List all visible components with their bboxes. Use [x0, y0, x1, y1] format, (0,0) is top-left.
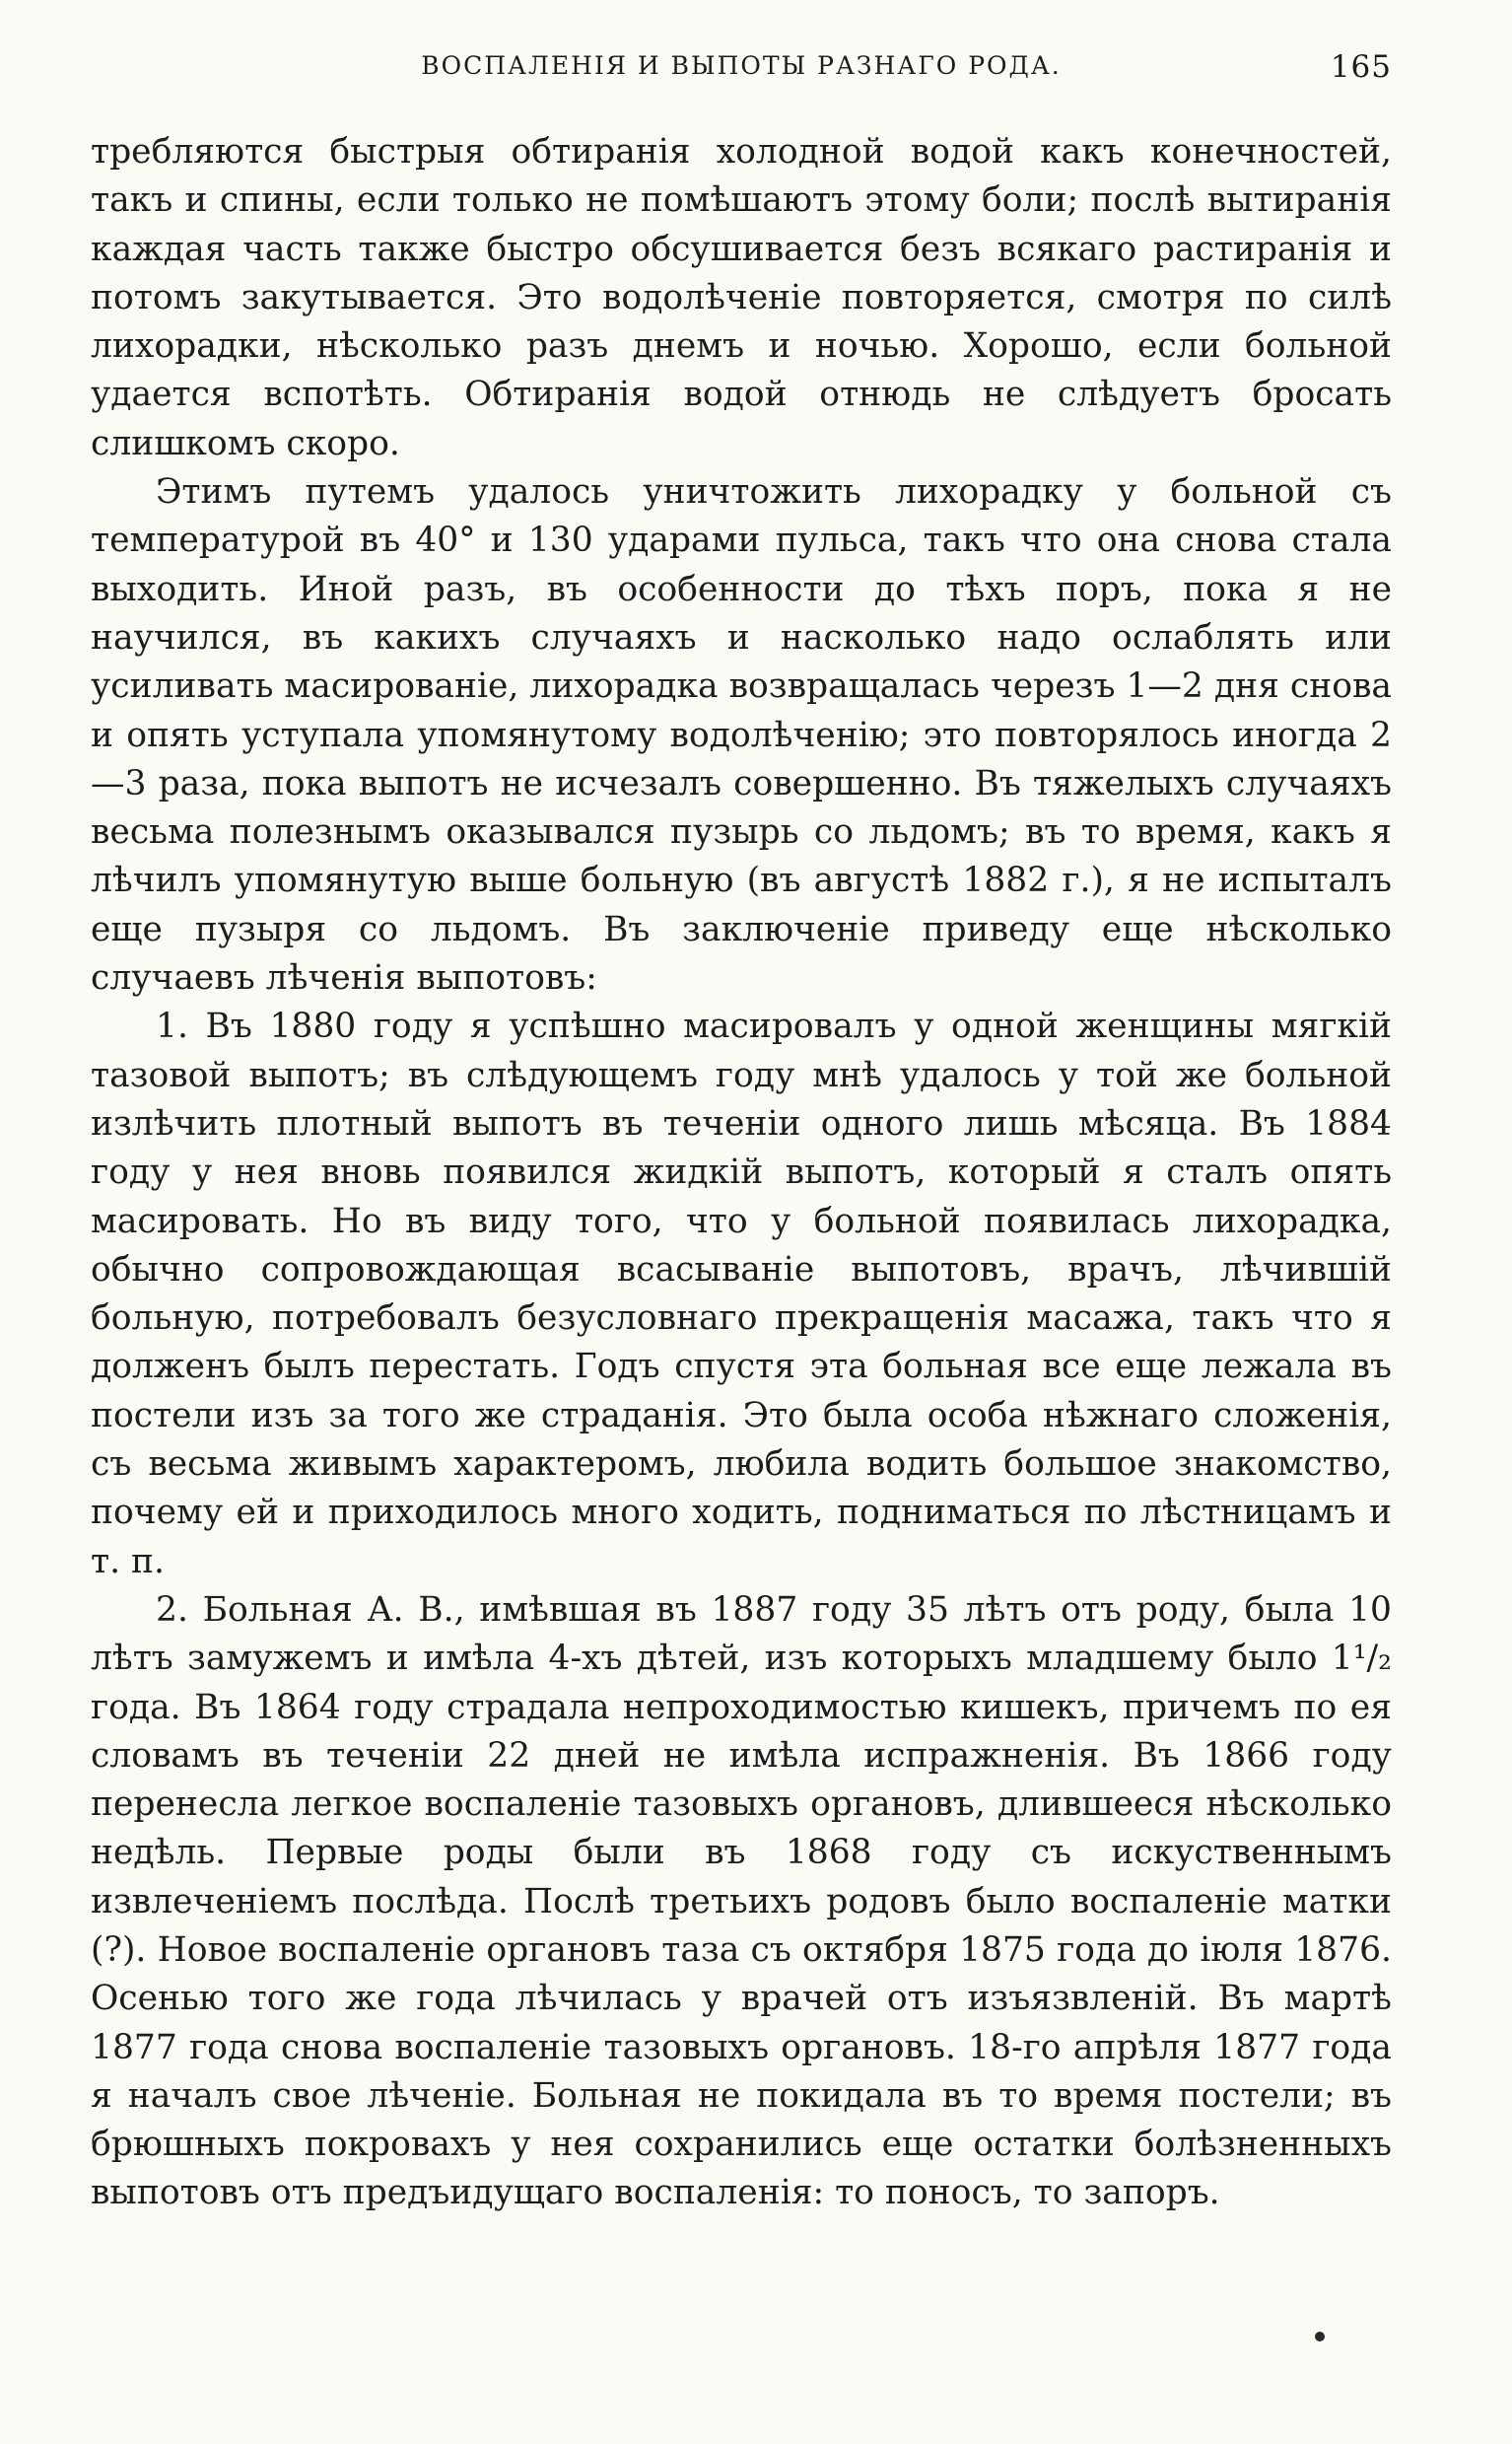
running-title: ВОСПАЛЕНІЯ И ВЫПОТЫ РАЗНАГО РОДА.: [421, 51, 1062, 80]
page-number: 165: [1330, 49, 1392, 85]
paragraph-case-1: 1. Въ 1880 году я успѣшно масировалъ у одной женщины мягкій тазовой выпотъ; въ слѣдующемъ году мнѣ удалось у той же больной излѣчить плотный выпотъ въ теченіи одного лишь мѣсяца. Въ 1884 году у нея вновь появился жидкій выпотъ, который я сталъ опять масировать. Но въ виду того, что у больной появилась лихорадка, обычно сопровождающая всасываніе выпотовъ, врачъ, лѣчившій больную, потребовалъ безусловнаго прекращенія масажа, такъ что я долженъ былъ перестать. Годъ спустя эта больная все еще лежала въ постели изъ за того же страданія. Это была особа нѣжнаго сложенія, съ весьма живымъ характеромъ, любила водить большое знакомство, почему ей и приходилось много ходить, подниматься по лѣстницамъ и т. п.: [91, 1007, 1392, 1581]
body-text: [91, 128, 1392, 2218]
paragraph-continuation: требляются быстрыя обтиранія холодной водой какъ конечностей, такъ и спины, если только не помѣшаютъ этому боли; послѣ вытиранія каждая часть также быстро обсушивается безъ всякаго растиранія и потомъ закутывается. Это водолѣченіе повторяется, смотря по силѣ лихорадки, нѣсколько разъ днемъ и ночью. Хорошо, если больной удается вспотѣть. Обтиранія водой отнюдь не слѣдуетъ бросать слишкомъ скоро.: [91, 132, 1392, 463]
running-head: [91, 45, 1392, 89]
paragraph-case-2: 2. Больная А. В., имѣвшая въ 1887 году 35 лѣтъ отъ роду, была 10 лѣтъ замужемъ и имѣла 4-хъ дѣтей, изъ которыхъ младшему было 1¹/₂ года. Въ 1864 году страдала непроходимостью кишекъ, причемъ по ея словамъ въ теченіи 22 дней не имѣла испражненія. Въ 1866 году перенесла легкое воспаленіе тазовыхъ органовъ, длившееся нѣсколько недѣль. Первые роды были въ 1868 году съ искуственнымъ извлеченіемъ послѣда. Послѣ третьихъ родовъ было воспаленіе матки (?). Новое воспаленіе органовъ таза съ октября 1875 года до іюля 1876. Осенью того же года лѣчилась у врачей отъ изъязвленій. Въ мартѣ 1877 года снова воспаленіе тазовыхъ органовъ. 18-го апрѣля 1877 года я началъ свое лѣченіе. Больная не покидала въ то время постели; въ брюшныхъ покровахъ у нея сохранились еще остатки болѣзненныхъ выпотовъ отъ предъидущаго воспаленія: то поносъ, то запоръ.: [91, 1589, 1392, 2213]
ink-speck: [1315, 2332, 1325, 2341]
book-page: [91, 45, 1392, 2218]
paragraph-method: Этимъ путемъ удалось уничтожить лихорадку у больной съ температурой въ 40° и 130 ударами пульса, такъ что она снова стала выходить. Иной разъ, въ особенности до тѣхъ поръ, пока я не научился, въ какихъ случаяхъ и насколько надо ослаблять или усиливать масированіе, лихорадка возвращалась черезъ 1—2 дня снова и опять уступала упомянутому водолѣченію; это повторялось иногда 2—3 раза, пока выпотъ не исчезалъ совершенно. Въ тяжелыхъ случаяхъ весьма полезнымъ оказывался пузырь со льдомъ; въ то время, какъ я лѣчилъ упомянутую выше больную (въ августѣ 1882 г.), я не испыталъ еще пузыря со льдомъ. Въ заключеніе приведу еще нѣсколько случаевъ лѣченія выпотовъ:: [91, 472, 1392, 999]
